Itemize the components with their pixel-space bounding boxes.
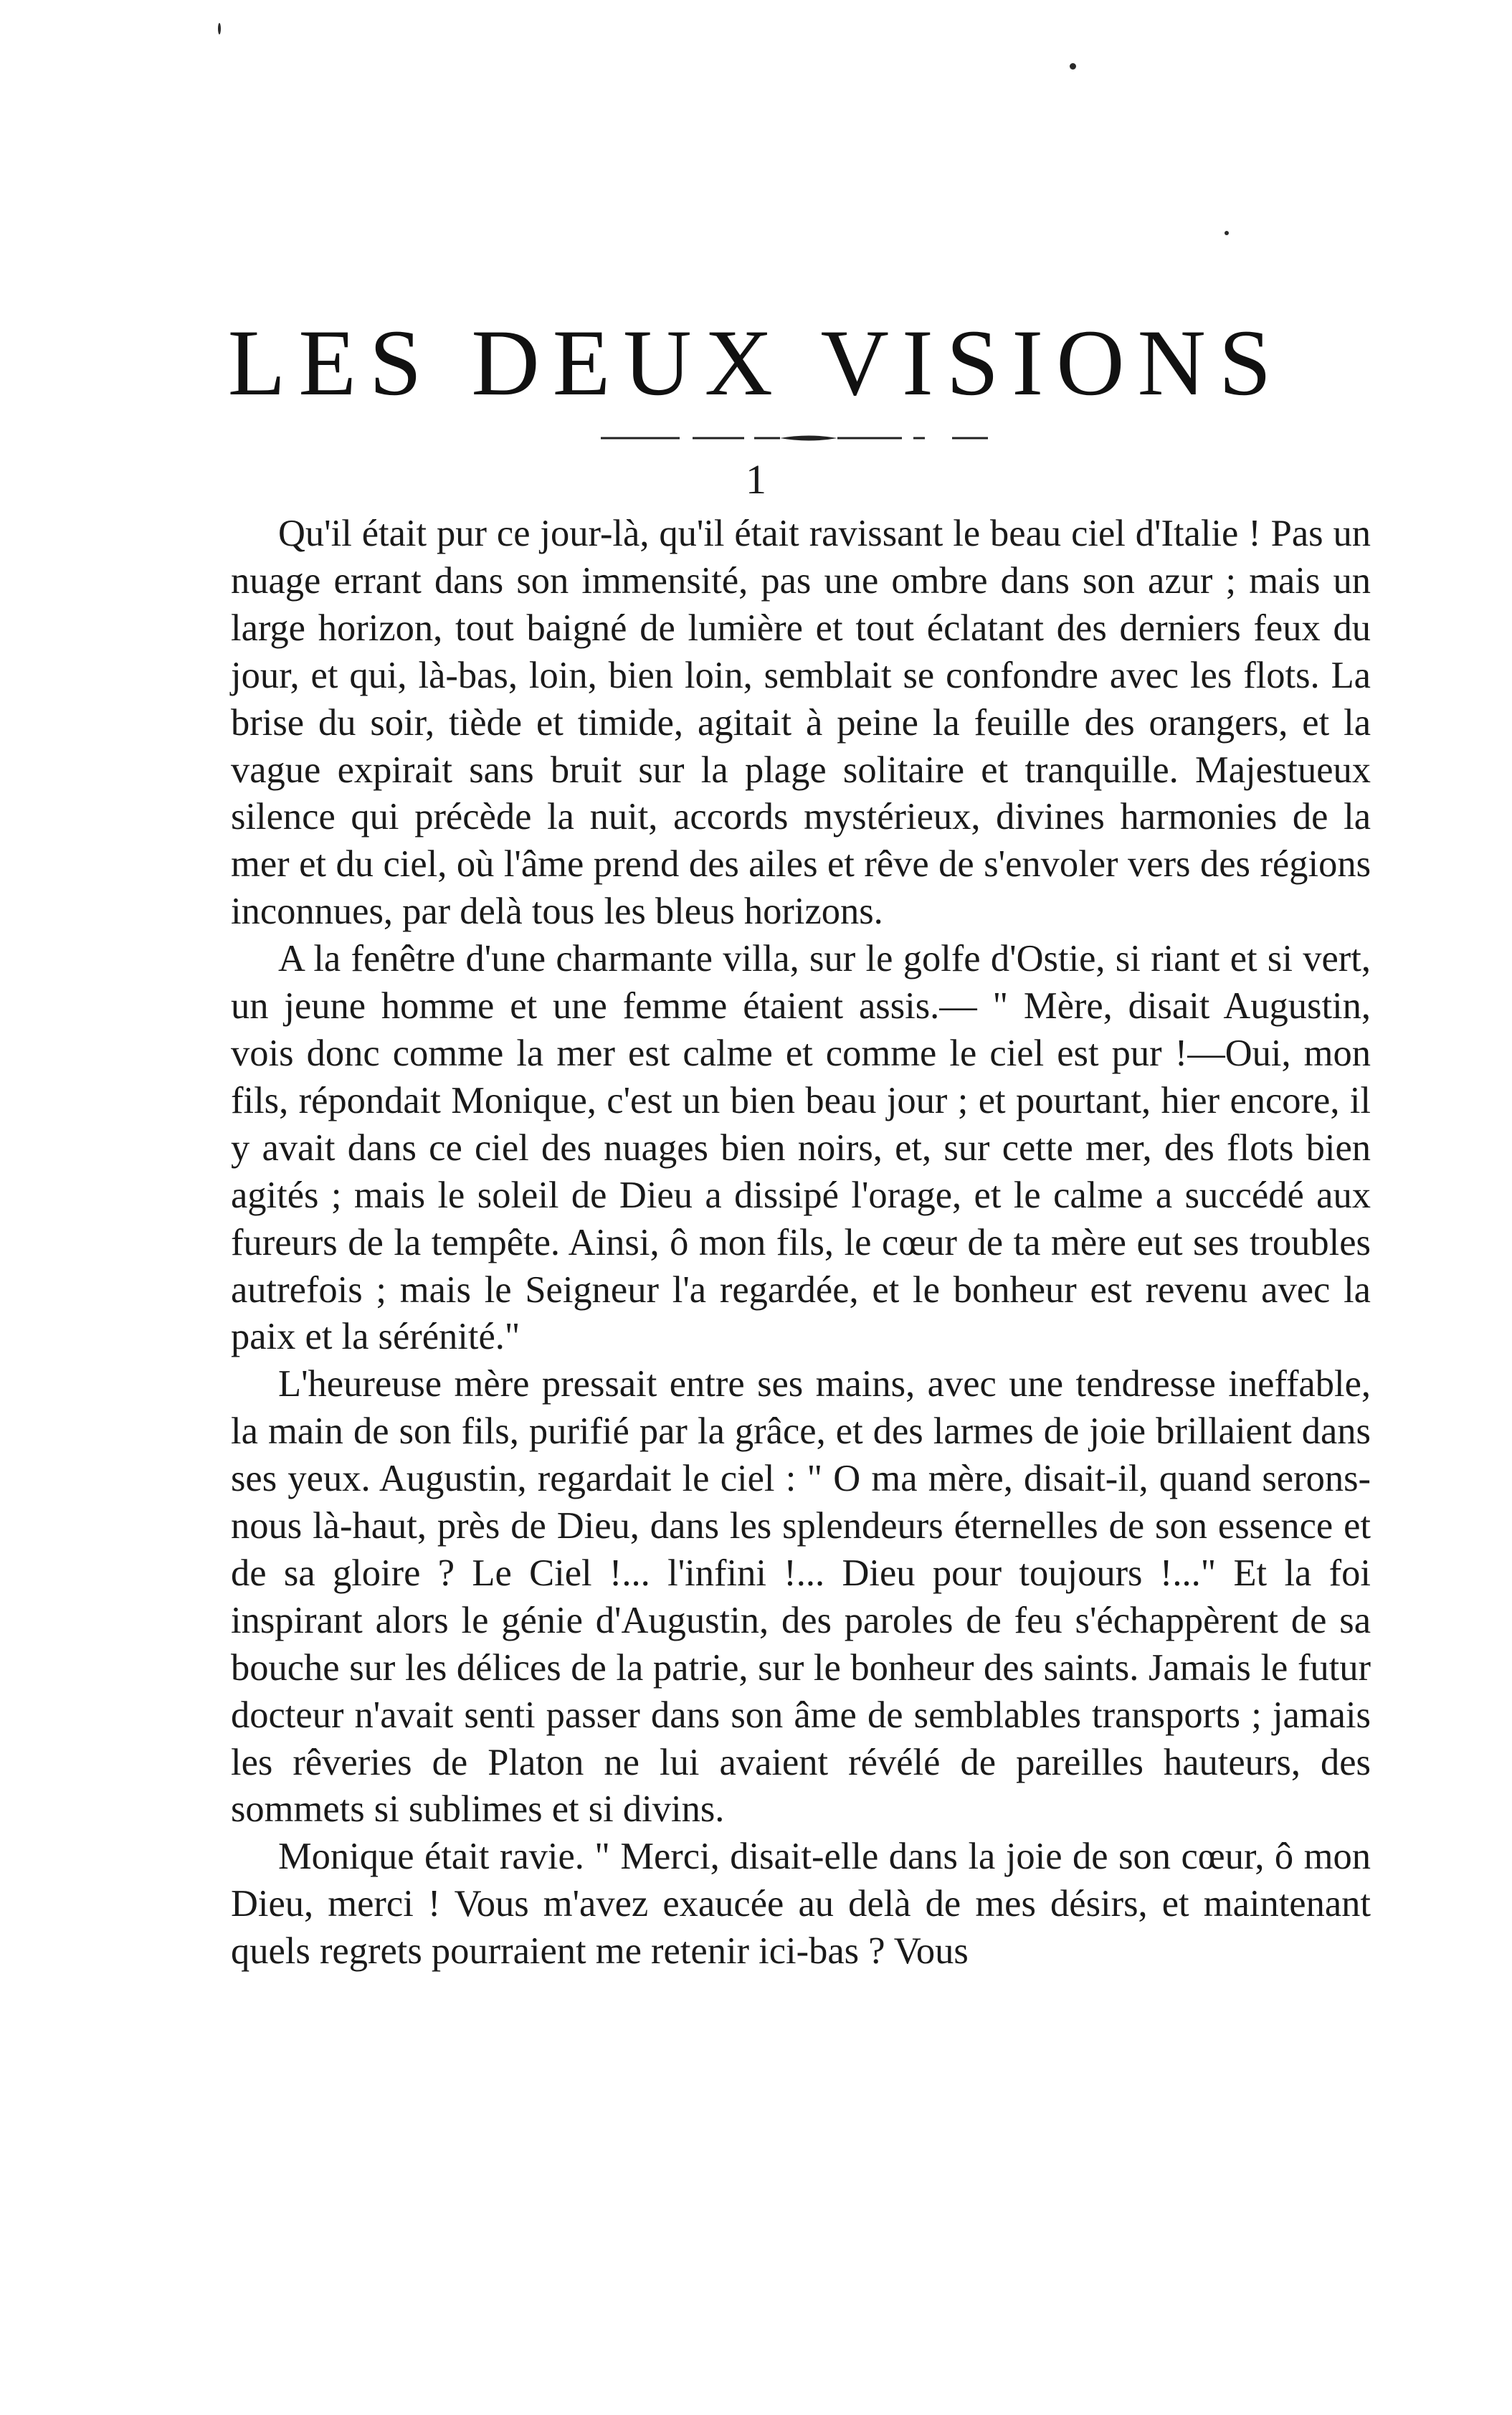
print-speck [218, 23, 221, 34]
print-speck [1225, 231, 1229, 235]
page-title: LES DEUX VISIONS [227, 310, 1285, 415]
paragraph: L'heureuse mère pressait entre ses mains, avec une tendresse ineffable, la main de son fils, purifié par la grâce, et des larmes de joie brillaient dans ses yeux. Augustin, regardait le ciel : " O ma mère, disait-il, quand serons-nous là-haut, près de Dieu, dans les splendeurs éternelles de son essence et de sa gloire ? Le Ciel !... l'infini !... Dieu pour toujours !..." Et la foi inspirant alors le génie d'Augustin, des paroles de feu s'échappèrent de sa bouche sur les délices de la patrie, sur le bonheur des saints. Jamais le futur docteur n'avait senti passer dans son âme de semblables transports ; jamais les rêveries de Platon ne lui avaient révélé de pareilles hauteurs, des sommets si sublimes et si divins. [231, 1363, 1371, 1831]
paragraph: A la fenêtre d'une charmante villa, sur le golfe d'Ostie, si riant et si vert, un jeune homme et une femme étaient assis.— " Mère, disait Augustin, vois donc comme la mer est calme et comme le ciel est pur !—Oui, mon fils, répondait Monique, c'est un bien beau jour ; et pourtant, hier encore, il y avait dans ce ciel des nuages bien noirs, et, sur cette mer, des flots bien agités ; mais le soleil de Dieu a dissipé l'orage, et le calme a succédé aux fureurs de la tempête. Ainsi, ô mon fils, le cœur de ta mère eut ses troubles autrefois ; mais le Seigneur l'a regardée, et le bonheur est revenu avec la paix et la sérénité." [231, 938, 1371, 1358]
paragraph: Monique était ravie. " Merci, disait-elle dans la joie de son cœur, ô mon Dieu, merci ! Vous m'avez exaucée au delà de mes désirs, et maintenant quels regrets pourraient me retenir ici-bas ? Vous [231, 1836, 1371, 1973]
chapter-number: 1 [746, 456, 766, 503]
body-text [231, 511, 1371, 1975]
print-speck [1070, 63, 1076, 70]
paragraph: Qu'il était pur ce jour-là, qu'il était ravissant le beau ciel d'Italie ! Pas un nuage errant dans son immensité, pas une ombre dans son azur ; mais un large horizon, tout baigné de lumière et tout éclatant des derniers feux du jour, et qui, là-bas, loin, bien loin, semblait se confondre avec les flots. La brise du soir, tiède et timide, agitait à peine la feuille des orangers, et la vague expirait sans bruit sur la plage solitaire et tranquille. Majestueux silence qui précède la nuit, accords mystérieux, divines harmonies de la mer et du ciel, où l'âme prend des ailes et rêve de s'envoler vers des régions inconnues, par delà tous les bleus horizons. [231, 513, 1371, 933]
title-rule-ornament [601, 433, 988, 443]
